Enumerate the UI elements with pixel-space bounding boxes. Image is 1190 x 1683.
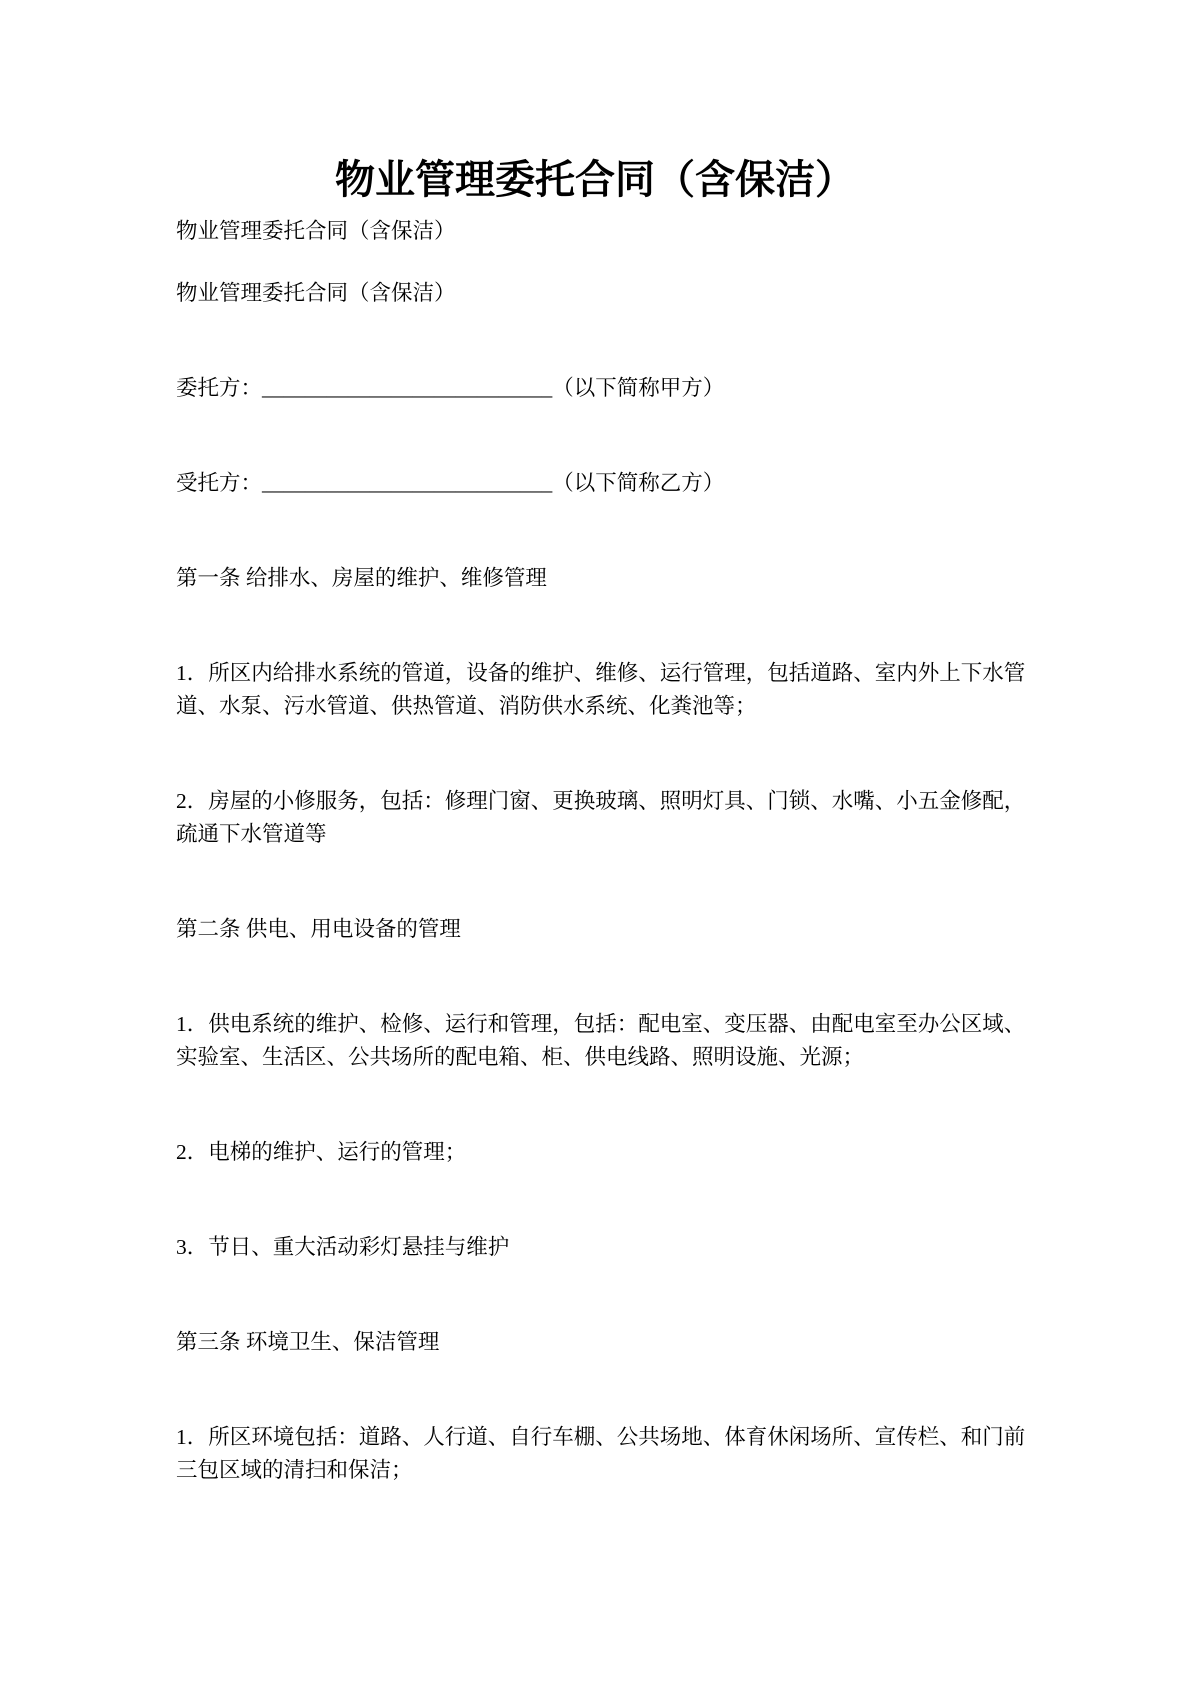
clause-paragraph: 3．节日、重大活动彩灯悬挂与维护 bbox=[176, 1235, 510, 1259]
clause-paragraph: 2．房屋的小修服务，包括：修理门窗、更换玻璃、照明灯具、门锁、水嘴、小五金修配，疏通下水管道等 bbox=[176, 789, 1026, 846]
section-heading-2: 第二条 供电、用电设备的管理 bbox=[176, 917, 461, 941]
document-body bbox=[0, 215, 1190, 1487]
party-name-blank: ___________________________ bbox=[262, 376, 553, 400]
party-alias-note: （以下简称甲方） bbox=[552, 376, 725, 400]
party-name-blank: ___________________________ bbox=[262, 471, 553, 495]
section-heading-1: 第一条 给排水、房屋的维护、维修管理 bbox=[176, 566, 547, 590]
party-label: 委托方： bbox=[176, 376, 263, 400]
party-label: 受托方： bbox=[176, 471, 263, 495]
clause-paragraph: 2．电梯的维护、运行的管理； bbox=[176, 1140, 467, 1164]
clause-paragraph: 1．所区环境包括：道路、人行道、自行车棚、公共场地、体育休闲场所、宣传栏、和门前三包区域的清扫和保洁； bbox=[176, 1425, 1026, 1482]
clause-paragraph: 1．供电系统的维护、检修、运行和管理，包括：配电室、变压器、由配电室至办公区域、实验室、生活区、公共场所的配电箱、柜、供电线路、照明设施、光源； bbox=[176, 1012, 1026, 1069]
party-line-entrusted bbox=[176, 467, 1032, 500]
party-line-entrusting bbox=[176, 372, 1032, 405]
section-heading-3: 第三条 环境卫生、保洁管理 bbox=[176, 1330, 440, 1354]
document-title: 物业管理委托合同（含保洁） bbox=[335, 157, 855, 202]
clause-paragraph: 1．所区内给排水系统的管道，设备的维护、维修、运行管理，包括道路、室内外上下水管道、水泵、污水管道、供热管道、消防供水系统、化粪池等； bbox=[176, 661, 1026, 718]
subtitle-line-2: 物业管理委托合同（含保洁） bbox=[176, 281, 456, 305]
party-alias-note: （以下简称乙方） bbox=[552, 471, 725, 495]
subtitle-line-1: 物业管理委托合同（含保洁） bbox=[176, 219, 456, 243]
